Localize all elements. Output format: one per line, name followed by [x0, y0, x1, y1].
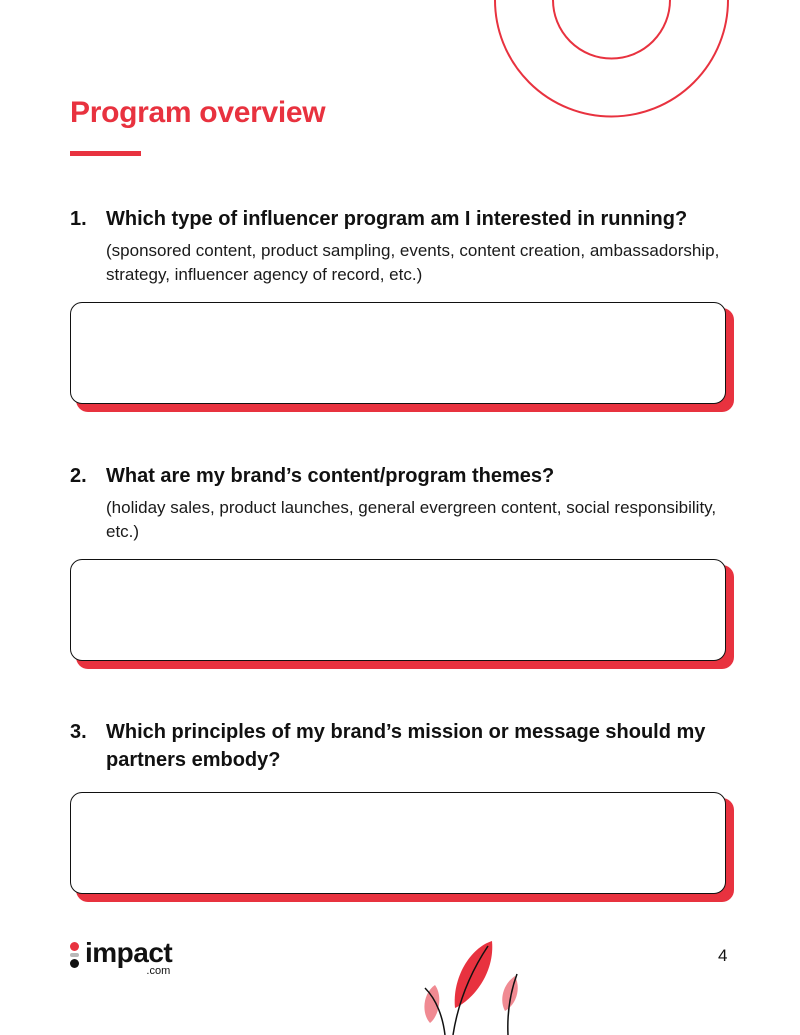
- answer-2-container: [70, 559, 735, 669]
- answer-3-field[interactable]: [70, 792, 726, 894]
- question-2-text: What are my brand’s content/program themes?: [106, 465, 555, 487]
- answer-3-container: [70, 792, 735, 902]
- logo-wordmark: impact: [85, 937, 173, 968]
- impact-logo: [70, 938, 172, 976]
- page-title: Program overview: [70, 96, 326, 129]
- question-3-text: Which principles of my brand’s mission or message should my partners embody?: [106, 721, 706, 771]
- page-number: 4: [718, 946, 728, 965]
- question-1-number: 1.: [70, 208, 87, 230]
- question-1: [70, 205, 730, 287]
- question-2: [70, 462, 730, 544]
- question-3: [70, 718, 730, 774]
- leaf-plant-icon: [415, 938, 535, 1035]
- question-1-text: Which type of influencer program am I interested in running?: [106, 208, 688, 230]
- title-underline: [70, 151, 141, 156]
- question-2-hint: (holiday sales, product launches, general evergreen content, social responsibility, etc.): [106, 498, 717, 541]
- answer-1-field[interactable]: [70, 302, 726, 404]
- answer-2-field[interactable]: [70, 559, 726, 661]
- impact-logo-mark-icon: [70, 942, 80, 972]
- logo-domain: .com: [146, 965, 171, 977]
- question-1-hint: (sponsored content, product sampling, events, content creation, ambassadorship, strategy, influencer agency of record, etc.): [106, 241, 720, 284]
- answer-1-container: [70, 302, 735, 412]
- question-2-number: 2.: [70, 465, 87, 487]
- question-3-number: 3.: [70, 721, 87, 743]
